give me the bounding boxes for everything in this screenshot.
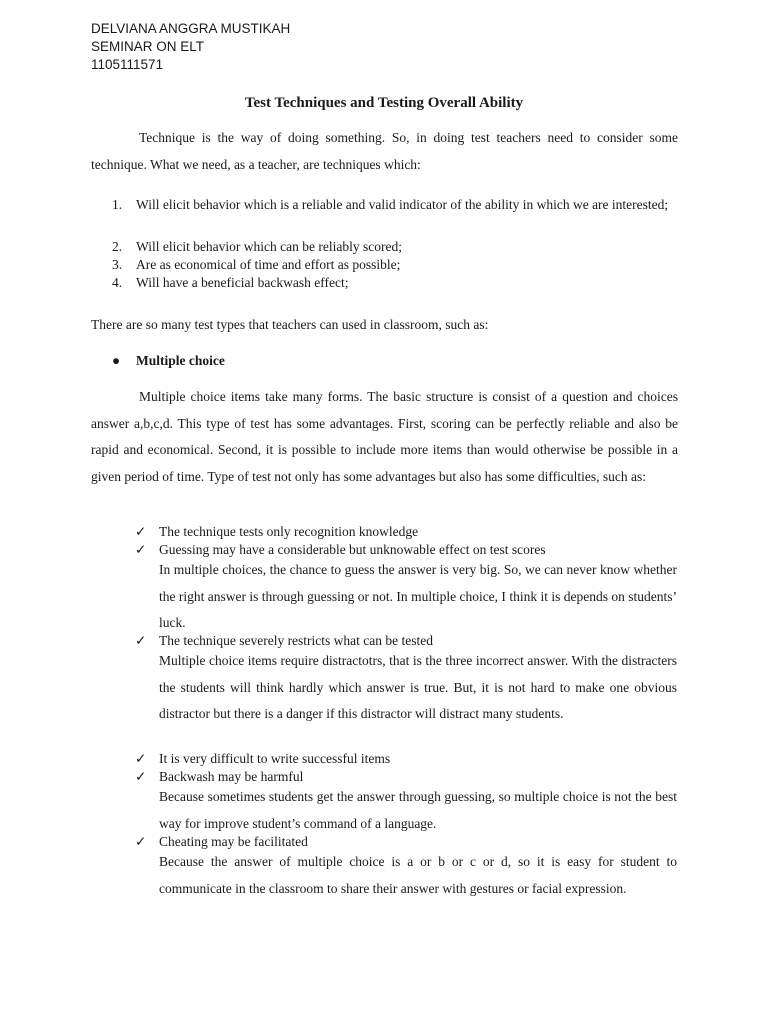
section-heading	[112, 352, 225, 370]
intro-text: Technique is the way of doing something. So, in doing test teachers need to consider some technique. What we need, as a teacher, are techniques which:	[91, 130, 678, 172]
item-number: 3.	[112, 257, 123, 272]
checkmark-icon: ✓	[135, 524, 147, 539]
bullet-icon: ●	[112, 353, 121, 368]
check-item-text: Cheating may be facilitated	[159, 834, 308, 849]
check-item-explanation: In multiple choices, the chance to guess the answer is very big. So, we can never know whether the right answer is through guessing or not. In multiple choice, I think it is depends on students’ luck.	[159, 562, 677, 630]
checkmark-icon: ✓	[135, 769, 147, 784]
item-text: Will have a beneficial backwash effect;	[136, 275, 349, 290]
checkmark-icon: ✓	[135, 751, 147, 766]
item-number: 4.	[112, 275, 123, 290]
checkmark-icon: ✓	[135, 542, 147, 557]
item-text: Will elicit behavior which can be reliably scored;	[136, 239, 402, 254]
author-name: DELVIANA ANGGRA MUSTIKAH	[91, 21, 291, 36]
intro-paragraph	[91, 125, 678, 178]
checkmark-icon: ✓	[135, 834, 147, 849]
item-text: Are as economical of time and effort as possible;	[136, 257, 401, 272]
item-text: Will elicit behavior which is a reliable and valid indicator of the ability in which we are interested;	[136, 197, 669, 212]
check-item-explanation: Multiple choice items require distractotrs, that is the three incorrect answer. With the distracters the students will think hardly which answer is true. But, it is not hard to make one obvious distractor but there is a danger if this distractor will distract many students.	[159, 653, 677, 721]
check-item-text: It is very difficult to write successful items	[159, 751, 391, 766]
document-title: Test Techniques and Testing Overall Ability	[244, 95, 524, 111]
types-sentence: There are so many test types that teachers can used in classroom, such as:	[91, 317, 489, 332]
check-item-text: Backwash may be harmful	[159, 769, 304, 784]
item-number: 1.	[112, 197, 123, 212]
checkmark-icon: ✓	[135, 633, 147, 648]
student-id: 1105111571	[91, 57, 164, 72]
check-item-text: The technique tests only recognition knowledge	[159, 524, 419, 539]
section-paragraph	[91, 384, 678, 490]
check-item-explanation: Because the answer of multiple choice is a or b or c or d, so it is easy for student to communicate in the classroom to share their answer with gestures or facial expression.	[159, 854, 677, 896]
item-number: 2.	[112, 239, 123, 254]
check-item-text: The technique severely restricts what can be tested	[159, 633, 434, 648]
section-paragraph-text: Multiple choice items take many forms. The basic structure is consist of a question and choices answer a,b,c,d. This type of test has some advantages. First, scoring can be perfectly reliable and also be rapid and economical. Second, it is possible to include more items than would otherwise be possible in a given period of time. Type of test not only has some advantages but also has some difficulties, such as:	[91, 389, 678, 484]
check-item-text: Guessing may have a considerable but unknowable effect on test scores	[159, 542, 546, 557]
section-heading-text: Multiple choice	[136, 353, 225, 368]
course-name: SEMINAR ON ELT	[91, 39, 205, 54]
check-item-explanation: Because sometimes students get the answer through guessing, so multiple choice is not the best way for improve student’s command of a language.	[159, 789, 677, 831]
